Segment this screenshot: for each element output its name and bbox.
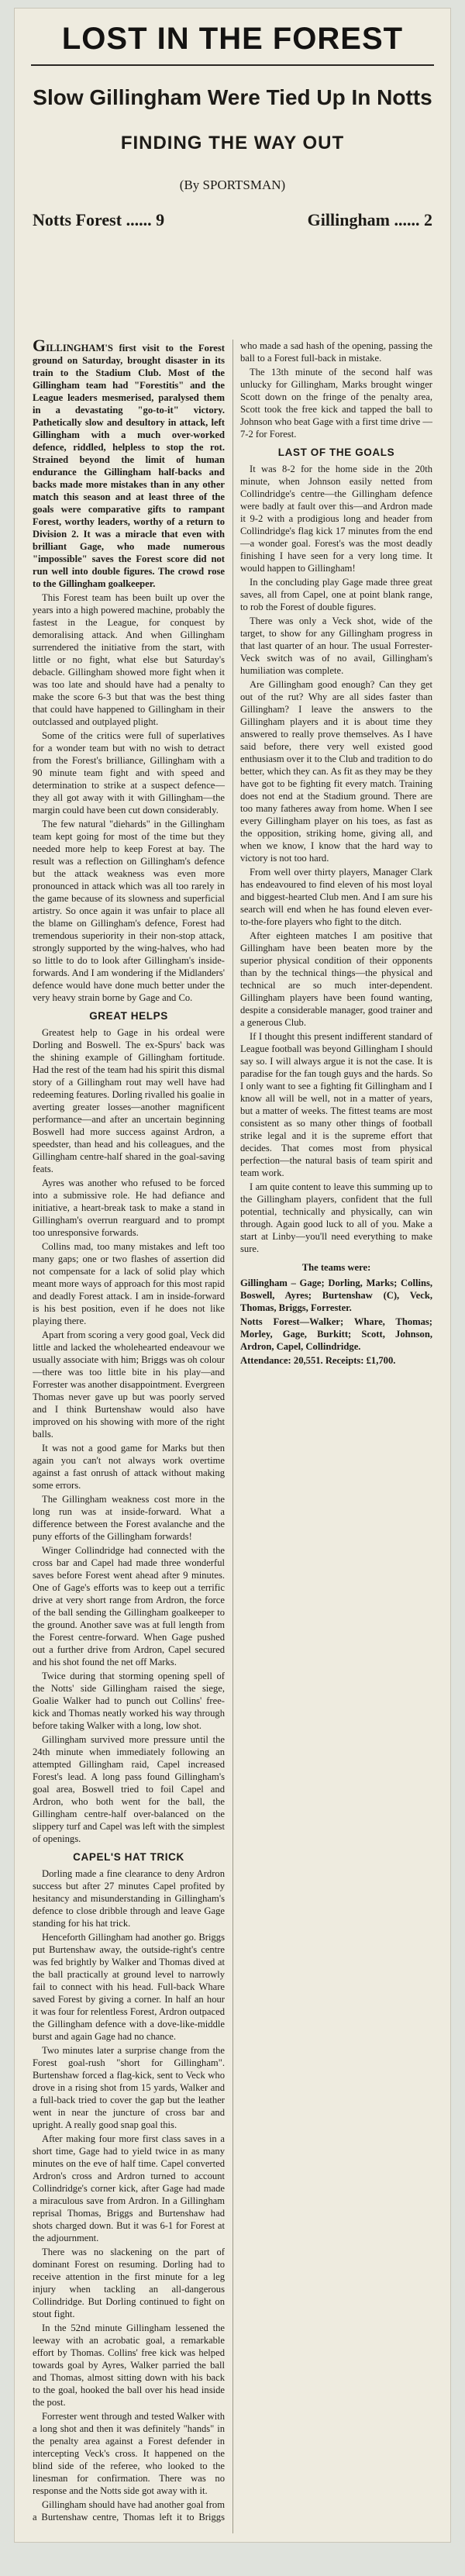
newspaper-clipping: [14, 8, 451, 2543]
section-heading: CAPEL'S HAT TRICK: [73, 1851, 184, 1863]
article-paragraph: Collins mad, too many mistakes and left too many gaps; one or two flashes of assertion did not compensate for a lack of solid play which meant more ways of approach for this most rapid and deadly Forest attack. I am in inside-forward is his best position, even if he does not like playing there.: [33, 1241, 225, 1326]
byline: (By SPORTSMAN): [179, 178, 286, 192]
team-lineup-line: Attendance: 20,551. Receipts: £1,700.: [240, 1355, 396, 1366]
team-lineups: [240, 1261, 432, 1367]
headline: LOST IN THE FOREST: [61, 22, 404, 56]
article-paragraph: Twice during that storming opening spell of the Notts' side Gillingham raised the siege, Goalie Walker had to punch out Collins' free-kick and Thomas neatly worked his way through before taking Walker with a long, low shot.: [33, 1671, 225, 1731]
article-paragraph: The 13th minute of the second half was unlucky for Gillingham, Marks brought winger Scott down on the fringe of the penalty area, Scott took the free kick and tapped the ball to Johnson who beat Gage with a first time drive —7-2 for Forest.: [240, 367, 432, 440]
article-paragraph: After eighteen matches I am positive that Gillingham have been beaten more by the superior physical condition of their opponents than by the technical things—the physical and technical are so much inter-dependent. Gillingham players have been found wanting, despite a considerable manager, good trainer and a generous Club.: [240, 930, 432, 1028]
article-paragraph: It was not a good game for Marks but then again you can't not always work overtime against a fast onrush of attack without making some errors.: [33, 1443, 225, 1491]
article-paragraph: Two minutes later a surprise change from the Forest goal-rush "short for Gillingham". Burtenshaw forced a flag-kick, sent to Veck who drove in a rising shot from 15 yards, Walker and a full-back tried to cover the gap but the leather went in near the juncture of cross bar and upright. A really good snap goal this.: [33, 2045, 225, 2130]
article-paragraph: It was 8-2 for the home side in the 20th minute, when Johnson easily netted from Collindridge's centre—the Gillingham defence were badly at fault over this—and Ardron made it 9-2 with a prodigious long and header from Collindridge's flag kick 17 minutes from the end—a wonder goal. Forest's was the most deadly finishing I have seen for a very long time. It would happen to Gillingham!: [240, 464, 432, 574]
home-score: Notts Forest ...... 9: [33, 210, 165, 229]
section-heading: LAST OF THE GOALS: [277, 447, 395, 458]
article-paragraph: Henceforth Gillingham had another go. Briggs put Burtenshaw away, the outside-right's centre was fed brightly by Walker and Thomas dived at the ball practically at ground level to narrowly fail to connect with his head. Full-back Whare saved Forest by giving a corner. In half an hour it was four for relentless Forest, Ardron outpaced the Gillingham defence with a dove-like-middle burst and again Gage had no chance.: [33, 1932, 225, 2042]
article-paragraph: If I thought this present indifferent standard of League football was beyond Gillingham I should say so. I will always argue it is not the case. It is paradise for the fan tough guys and the hards. So I only want to see a fighting fit Gillingham and I know all will be well, not in a matter of years, but a matter of weeks. The fittest teams are most consistent as so many other things of football strike legal and it is the supreme effort that decides. That comes most from physical perfection—the natural basis of team spirit and team work.: [240, 1031, 432, 1178]
teams-heading: The teams were:: [301, 1262, 371, 1273]
article-paragraph: This Forest team has been built up over the years into a high powered machine, probably the fastest in the League, for conquest by demoralising attack. And when Gillingham surrendered the initiative from the start, with little or no fight, what else but Saturday's debacle. Gillingham showed more fight when it was too late and should have had a penalty to make the score 6-3 but that was the best thing that could have happened to Gillingham in their outclassed and outplayed plight.: [33, 592, 225, 727]
article-paragraph: There was no slackening on the part of dominant Forest on resuming. Dorling had to receive attention in the first minute for a leg injury when tackling an all-dangerous Collindridge. But Dorling continued to fight on stout fight.: [33, 2247, 225, 2319]
article-paragraph: I am quite content to leave this summing up to the Gillingham players, confident that the full potential, technically and physically, can win through. Again good luck to all of you. Make a start at Linby—you'll need everything to make sure.: [240, 1181, 432, 1254]
team-lineup-line: Notts Forest—Walker; Whare, Thomas; Morley, Gage, Burkitt; Scott, Johnson, Ardron, Capel, Collindridge.: [240, 1316, 432, 1352]
article-paragraph: The Gillingham weakness cost more in the long run was at inside-forward. What a difference between the Forest avalanche and the puny efforts of the Gillingham forwards!: [33, 1494, 225, 1542]
article-paragraph: Forrester went through and tested Walker with a long shot and then it was definitely "hands" in the penalty area against a Forest defender in intercepting Veck's cross. It happened on the blind side of the referee, who looked to the linesman for confirmation. There was no response and the Notts side got away with it.: [33, 2411, 225, 2496]
scoreline: [33, 210, 432, 230]
article-paragraph: GILLINGHAM'S first visit to the Forest ground on Saturday, brought disaster in its train to the Stadium Club. Most of the Gillingham team had "Forestitis" and the League leaders mesmerised, paralysed them in a devastating "go-to-it" victory. Pathetically slow and desultory in attack, left Gillingham with a much over-worked defence, riddled, helpless to stop the rot. Strained beyond the limit of human endurance the Gillingham half-backs and backs made more mistakes than in any other match this season and at least three of the goals were comparative gifts to rampant Forest, worthy leaders, worthy of a return to Division 2. It was a miracle that even with brilliant Gage, who made numerous "impossible" saves the Forest score did not run well into double figures. The crowd rose to the Gillingham goalkeeper.: [33, 336, 225, 589]
headline-rule: [31, 64, 434, 66]
away-team: Gillingham: [307, 210, 390, 229]
article-paragraph: After making four more first class saves in a short time, Gage had to yield twice in as many minutes on the eve of half time. Capel converted Ardron's cross and Ardron turned to account Collindridge's corner kick, after Gage had made a miraculous save from Ardron. In a Gillingham reprisal Thomas, Briggs and Burtenshaw had shots charged down. But it was 6-1 for Forest at the adjournment.: [33, 2133, 225, 2243]
subheadline: Slow Gillingham Were Tied Up In Notts: [33, 85, 432, 109]
article-paragraph: The few natural "diehards" in the Gillingham team kept going for most of the time but they needed more help to keep Forest at bay. The result was a reflection on Gillingham's defence but the attack weakness was even more pronounced in attack which was all too rarely in the game because of its slowness and superficial artistry. So once again it was unfair to place all the blame on Gillingham's defence, Forest had tremendous superiority in their non-stop attack, strongly supported by the wing-halves, who had so little to do to look after Gillingham's inside-forwards. And I am wondering if the Midlanders' defence would have done much better under the very heavy strain borne by Gage and Co.: [33, 819, 225, 1003]
article-paragraph: In the concluding play Gage made three great saves, all from Capel, one at point blank range, to rob the Forest of double figures.: [240, 577, 432, 612]
article-paragraph: Ayres was another who refused to be forced into a submissive role. He had defiance and initiative, a heart-break task to make a stand in Gillingham's overrun rearguard and to prompt too unresponsive forwards.: [33, 1178, 225, 1238]
article-paragraph: Some of the critics were full of superlatives for a wonder team but with no wish to detract from the Forest's brilliance, Gillingham with a 90 minute team fight and with speed and determination to strike at a suspect defence—they all got away with it with Gillingham—the margin could have been cut down considerably.: [33, 730, 225, 816]
article-paragraph: Gillingham survived more pressure until the 24th minute when immediately following an attempted Gillingham raid, Capel increased Forest's lead. A long pass found Gillingham's goal area, Boswell tried to foil Capel and Ardron, who both went for the ball, the Gillingham centre-half over-balanced on the slippery turf and Capel was left with the simplest of openings.: [33, 1734, 225, 1844]
article-paragraph: Greatest help to Gage in his ordeal were Dorling and Boswell. The ex-Spurs' back was the shining example of Gillingham fortitude. Had the rest of the team had his spirit this dismal story of a Gillingham rout may well have had redeeming features. Dorling rivalled his goalie in averting greater losses—another magnificent performance—and after an uncertain beginning Boswell had more success against Ardron, a speedster, than head and his colleagues, and the Gillingham centre-half shared in the goal-saving feats.: [33, 1027, 225, 1174]
article-paragraph: Dorling made a fine clearance to deny Ardron success but after 27 minutes Capel profited by hesitancy and misunderstanding in Gillingham's defence to close dribble through and leave Gage standing for his hat trick.: [33, 1868, 225, 1929]
article-paragraph: Apart from scoring a very good goal, Veck did little and lacked the wholehearted endeavour we usually associate with him; Briggs was oh colour—there was too little bite in his play—and Forrester was another disappointment. Evergreen Thomas never gave up but was poorly served and I think Burtenshaw would also have improved on his showing with more of the right balls.: [33, 1329, 225, 1440]
article-paragraph: There was only a Veck shot, wide of the target, to show for any Gillingham progress in that last quarter of an hour. The usual Forrester-Veck switch was of no avail, Gillingham's humiliation was complete.: [240, 616, 432, 676]
team-lineup-line: Gillingham – Gage; Dorling, Marks; Collins, Boswell, Ayres; Burtenshaw (C), Veck, Thomas, Briggs, Forrester.: [240, 1278, 432, 1313]
article-paragraph: Winger Collindridge had connected with the cross bar and Capel had made three wonderful saves before Forest went ahead after 9 minutes. One of Gage's efforts was to keep out a terrific drive at very short range from Ardron, the force of the ball sending the Gillingham goalkeeper to the ground. Another save was at full length from the Forest centre-forward. When Gage pushed out a further drive from Ardron, Capel secured and his shot found the net off Marks.: [33, 1545, 225, 1667]
home-goals: 9: [156, 210, 165, 229]
article-paragraph: From well over thirty players, Manager Clark has endeavoured to find eleven of his most loyal and biggest-hearted Club men. And I am sure his search will end when he has found eleven ever-to-the-fore players who fight to the ditch.: [240, 867, 432, 927]
away-goals: 2: [424, 210, 432, 229]
subheadline-2: FINDING THE WAY OUT: [120, 133, 345, 153]
article-paragraph: Are Gillingham good enough? Can they get out of the rut? Why are all sides faster than Gillingham? I leave the answers to the Gillingham players and it is about time they answered to really prove themselves. As I have said before, there very well existed good enthusiasm over it to the Club and tradition to do better, which they can. As fit as they may be they have got to be fighting fit every match. Training does not end at the Stadium ground. There are too many fatheres away from home. When I see every Gillingham player on his toes, as fast as the opposition, striking home, giving all, and when we know, I know that the hard way to victory is not too hard.: [240, 679, 432, 864]
home-team: Notts Forest: [33, 210, 122, 229]
article-body: [33, 336, 432, 2533]
away-score: Gillingham ...... 2: [307, 210, 432, 229]
section-heading: GREAT HELPS: [89, 1010, 168, 1022]
article-paragraph: In the 52nd minute Gillingham lessened the leeway with an acrobatic goal, a remarkable effort by Thomas. Collins' free kick was helped towards goal by Ayres, Walker parried the ball and Thomas, almost sitting down with his back to the goal, hooked the ball over his head inside the post.: [33, 2323, 225, 2408]
article-paragraph: Gillingham should have had another goal from a Burtenshaw centre, Thomas left it to Briggs who made a sad hash of the opening, passing the ball to a Forest full-back in mistake.: [33, 340, 432, 2523]
